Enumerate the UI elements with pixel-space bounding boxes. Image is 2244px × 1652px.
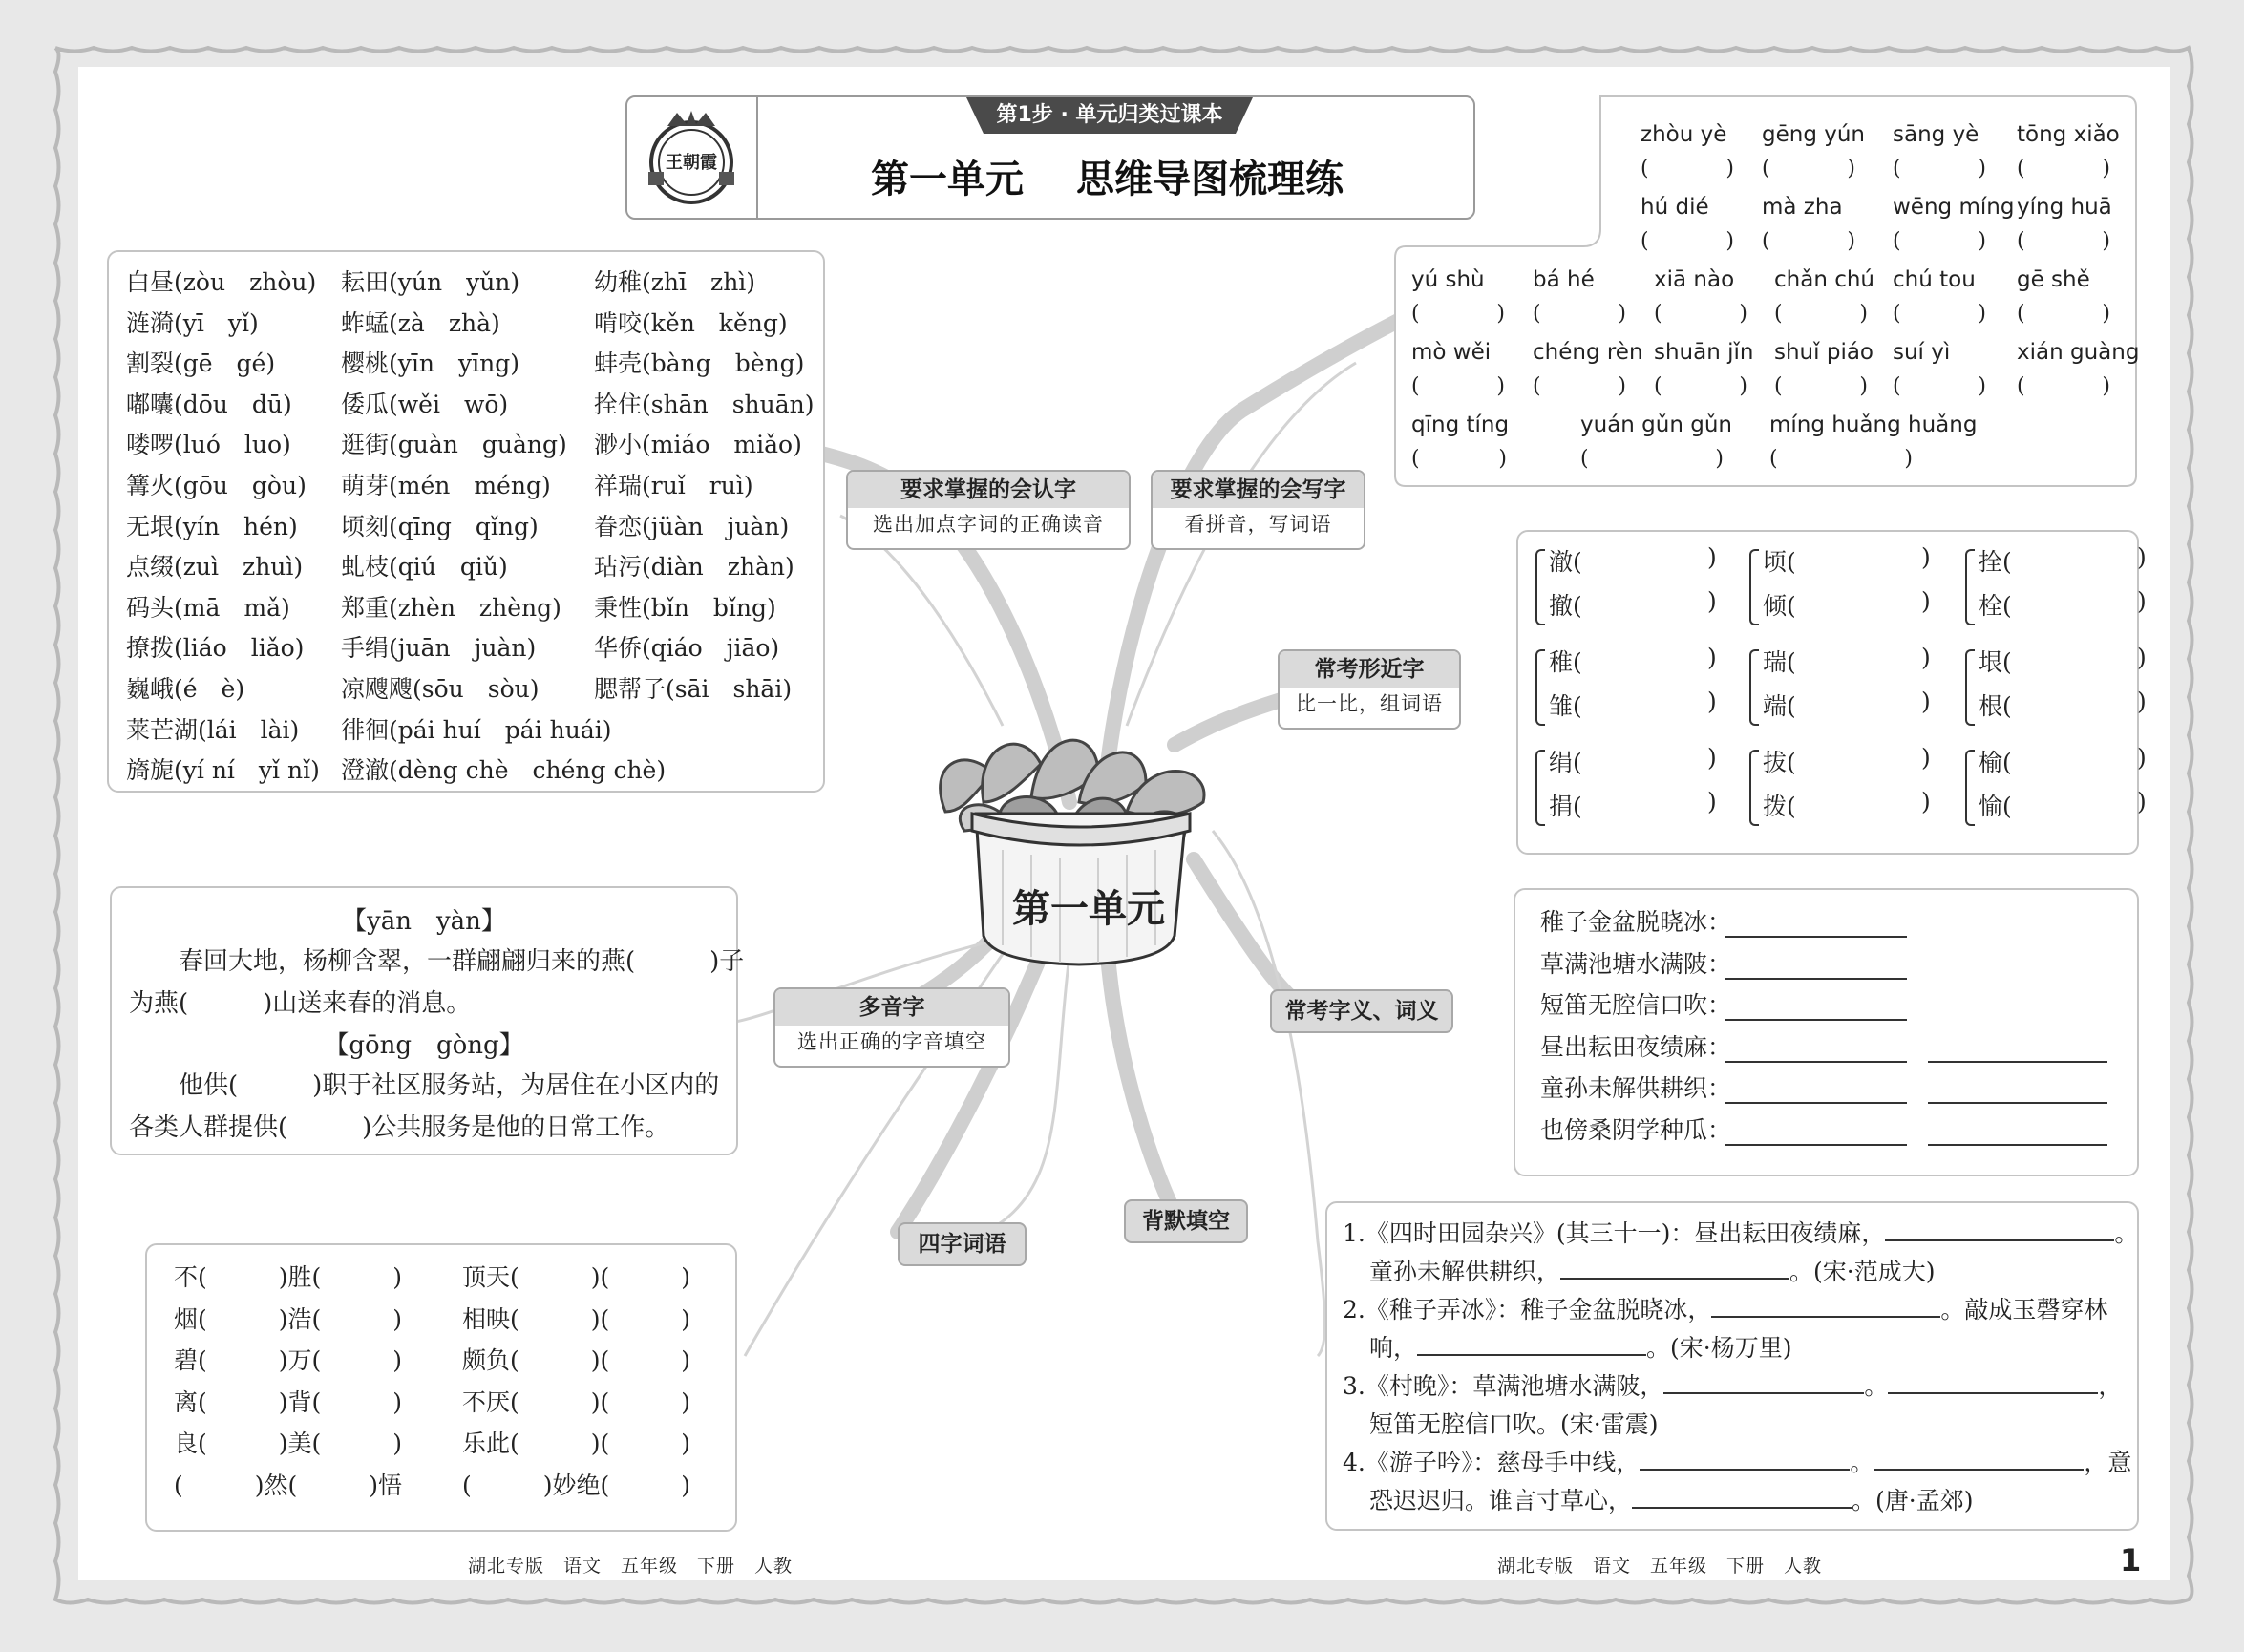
paren-close: ) [2102, 302, 2110, 326]
brace-icon [1965, 750, 1975, 826]
paren-close: ) [1859, 374, 1868, 398]
answer-blank[interactable] [1928, 1144, 2107, 1146]
meaning-line: 短笛无腔信口吹： [1540, 991, 1732, 1019]
pinyin-word: mò wěi [1411, 340, 1492, 365]
pinyin-word: chéng rèn [1533, 340, 1643, 365]
pinyin-word: tōng xiǎo [2017, 122, 2120, 147]
answer-blank[interactable] [1725, 1144, 1907, 1146]
idiom-item[interactable]: 颇负( )( ) [462, 1346, 691, 1374]
recite-text: ， [2098, 1372, 2123, 1400]
paren-close[interactable]: ) [1921, 744, 1931, 772]
branch-similar-subtitle: 比一比，组词语 [1296, 692, 1443, 715]
similar-pair [1535, 744, 1717, 832]
page-title-unit: 第一单元 [871, 158, 1024, 201]
answer-blank[interactable] [1928, 1061, 2107, 1063]
paren-open: ( [1762, 229, 1770, 253]
paren-close[interactable]: ) [1921, 543, 1931, 571]
similar-char: 根( [1979, 692, 2012, 720]
answer-paren[interactable] [1533, 302, 1626, 326]
reading-item: 白昼(zòu zhòu) [126, 268, 317, 296]
paren-close[interactable]: ) [1921, 587, 1931, 615]
answer-blank[interactable] [1885, 1239, 2114, 1241]
answer-paren[interactable] [1641, 157, 1734, 180]
branch-polyphone-title: 多音字 [775, 989, 1008, 1026]
paren-close: ) [1618, 302, 1626, 326]
paren-open: ( [1533, 374, 1541, 398]
polyphone-label-1: 【yān yàn】 [342, 907, 506, 936]
answer-blank[interactable] [1663, 1392, 1864, 1394]
footer-right: 湖北专版 语文 五年级 下册 人教 [1497, 1556, 1823, 1577]
similar-pair [1749, 543, 1931, 631]
answer-blank[interactable] [1711, 1316, 1940, 1318]
paren-close[interactable]: ) [1921, 688, 1931, 715]
meaning-line: 稚子金盆脱晓冰： [1540, 908, 1732, 936]
branch-polyphone-subtitle: 选出正确的字音填空 [797, 1030, 986, 1053]
reading-item: 啃咬(kěn kěng) [594, 308, 788, 337]
answer-blank[interactable] [1417, 1354, 1646, 1356]
answer-paren[interactable] [2017, 229, 2110, 253]
recite-text: 2.《稚子弄冰》：稚子金盆脱晓冰， [1343, 1296, 1712, 1324]
answer-paren[interactable] [2017, 302, 2110, 326]
answer-blank[interactable] [1725, 1061, 1907, 1063]
idiom-item[interactable]: 良( )美( ) [174, 1430, 403, 1457]
reading-item: 蚱蜢(zà zhà) [341, 308, 500, 337]
answer-paren[interactable] [1641, 229, 1734, 253]
similar-char: 拨( [1763, 793, 1796, 820]
reading-item: 逛街(guàn guàng) [341, 431, 567, 459]
paren-open: ( [2017, 374, 2025, 398]
paren-close[interactable]: ) [1921, 644, 1931, 671]
reading-item: 虬枝(qiú qiǔ) [341, 553, 508, 582]
paren-close: ) [2102, 374, 2110, 398]
paren-close: ) [1978, 302, 1986, 326]
idiom-item[interactable]: 不( )胜( ) [174, 1263, 403, 1291]
pinyin-word: yú shù [1411, 267, 1485, 292]
recite-text: 。(唐·孟郊) [1852, 1487, 1974, 1514]
similar-char: 捐( [1549, 793, 1582, 820]
paren-close[interactable]: ) [1707, 543, 1717, 571]
paren-close: ) [1739, 302, 1747, 326]
recite-text: 。 [2114, 1219, 2139, 1247]
answer-blank[interactable] [1928, 1102, 2107, 1104]
answer-blank[interactable] [1888, 1392, 2098, 1394]
paren-close: ) [1859, 302, 1868, 326]
answer-paren[interactable] [1893, 374, 1986, 398]
reading-item: 篝火(gōu gòu) [126, 472, 307, 499]
branch-meaning: 常考字义、词义 [1270, 989, 1453, 1033]
similar-char: 撤( [1549, 592, 1582, 620]
branch-recognize-title: 要求掌握的会认字 [848, 472, 1129, 508]
answer-paren[interactable] [1654, 374, 1747, 398]
meaning-line: 也傍桑阴学种瓜： [1540, 1115, 1732, 1144]
paren-close[interactable]: ) [1921, 788, 1931, 815]
reading-item: 澄澈(dèng chè chéng chè) [341, 756, 667, 785]
paren-close: ) [2102, 157, 2110, 180]
paren-close: ) [1739, 374, 1747, 398]
reading-item: 腮帮子(sāi shāi) [594, 675, 793, 703]
pinyin-word: bá hé [1533, 267, 1595, 292]
similar-char: 端( [1763, 692, 1796, 720]
reading-item: 无垠(yín hén) [126, 512, 298, 540]
reading-item: 顷刻(qīng qǐng) [341, 512, 539, 540]
polyphone-label-2: 【gōng gòng】 [324, 1031, 524, 1060]
polyphone-box [110, 886, 745, 1155]
recite-line [1343, 1215, 2138, 1249]
recite-text: 。 [1864, 1372, 1889, 1400]
similar-chars-box [1516, 530, 2147, 855]
paren-open: ( [1893, 157, 1901, 180]
similar-char: 瑞( [1763, 648, 1796, 676]
answer-paren[interactable] [1774, 374, 1868, 398]
paren-open: ( [2017, 229, 2025, 253]
paren-open: ( [1580, 447, 1589, 471]
paren-close[interactable]: ) [2137, 543, 2147, 571]
pinyin-word: shuǐ piáo [1774, 340, 1874, 365]
idiom-item[interactable]: 顶天( )( ) [462, 1263, 691, 1291]
similar-pair [1965, 543, 2147, 631]
idiom-item[interactable]: 乐此( )( ) [462, 1430, 691, 1457]
logo-divider [756, 97, 758, 218]
answer-blank[interactable] [1725, 936, 1907, 938]
paren-open: ( [1411, 374, 1420, 398]
answer-blank[interactable] [1632, 1507, 1852, 1509]
reading-item: 秉性(bǐn bǐng) [594, 593, 776, 622]
answer-blank[interactable] [1725, 1102, 1907, 1104]
idiom-item[interactable]: 不厌( )( ) [462, 1387, 691, 1416]
paren-open: ( [1762, 157, 1770, 180]
paren-open: ( [1654, 374, 1662, 398]
branch-write-title: 要求掌握的会写字 [1153, 472, 1364, 508]
paren-close[interactable]: ) [1707, 788, 1717, 815]
similar-char: 愉( [1979, 793, 2012, 820]
similar-pair [1535, 543, 1717, 631]
step-badge-text: 第1步 · 单元归类过课本 [996, 103, 1223, 127]
reading-item: 萌芽(mén méng) [341, 472, 551, 499]
brace-icon [1749, 549, 1759, 625]
recite-line [1369, 1406, 1658, 1440]
paren-close: ) [1978, 229, 1986, 253]
paren-close: ) [1496, 302, 1505, 326]
reading-item: 樱桃(yīn yīng) [341, 349, 519, 378]
pinyin-word: qīng tíng [1411, 413, 1510, 437]
paren-open: ( [1774, 374, 1783, 398]
reading-item: 嘟囔(dōu dū) [126, 390, 292, 418]
paren-close: ) [2102, 229, 2110, 253]
similar-char: 雏( [1549, 692, 1582, 720]
paren-close: ) [1904, 447, 1913, 471]
answer-paren[interactable] [1411, 374, 1505, 398]
recite-text: 童孙未解供耕织， [1369, 1258, 1561, 1285]
similar-char: 倾( [1763, 592, 1796, 620]
meaning-line: 童孙未解供耕织： [1540, 1074, 1732, 1102]
branch-write-subtitle: 看拼音，写词语 [1184, 513, 1332, 536]
readings-box [107, 250, 825, 793]
meaning-box [1514, 888, 2139, 1176]
reading-item: 割裂(gē gé) [126, 349, 276, 378]
recite-text: 。敲成玉磬穿林 [1940, 1296, 2108, 1324]
recite-box [1325, 1201, 2139, 1531]
brace-icon [1535, 750, 1545, 826]
paren-open: ( [1893, 229, 1901, 253]
similar-pair [1535, 644, 1717, 731]
reading-item: 幼稚(zhī zhì) [594, 268, 756, 296]
similar-char: 拔( [1763, 749, 1796, 776]
answer-paren[interactable] [1580, 447, 1724, 471]
paren-open: ( [1769, 447, 1778, 471]
paren-close: ) [1847, 229, 1855, 253]
answer-paren[interactable] [1411, 447, 1507, 471]
idiom-item[interactable]: ( )然( )悟 [174, 1471, 403, 1499]
paren-close: ) [1725, 157, 1734, 180]
reading-item: 涟漪(yī yǐ) [126, 308, 259, 337]
recite-text: 。(宋·杨万里) [1646, 1334, 1792, 1362]
similar-char: 榆( [1979, 749, 2012, 776]
reading-item: 撩拨(liáo liǎo) [126, 634, 305, 663]
reading-item: 莱芒湖(lái lài) [126, 715, 300, 744]
pinyin-word: míng huǎng huǎng [1769, 413, 1978, 437]
recite-text: ，意 [2084, 1449, 2132, 1476]
paren-close[interactable]: ) [2137, 788, 2147, 815]
similar-char: 顷( [1763, 548, 1796, 576]
similar-pair [1749, 744, 1931, 832]
meaning-line: 昼出耘田夜绩麻： [1540, 1032, 1732, 1061]
answer-paren[interactable] [1654, 302, 1747, 326]
pinyin-word: yuán gǔn gǔn [1580, 413, 1732, 437]
paren-close: ) [1978, 157, 1986, 180]
reading-item: 拴住(shān shuān) [594, 390, 815, 418]
paren-open: ( [1411, 302, 1420, 326]
reading-item: 蚌壳(bàng bèng) [594, 349, 805, 378]
paren-close: ) [1978, 374, 1986, 398]
brace-icon [1749, 750, 1759, 826]
recite-text: 1.《四时田园杂兴》(其三十一)：昼出耘田夜绩麻， [1343, 1219, 1886, 1247]
pinyin-box [1394, 95, 2140, 487]
paren-close: ) [1725, 229, 1734, 253]
answer-paren[interactable] [1893, 157, 1986, 180]
reading-item: 渺小(miáo miǎo) [594, 431, 802, 459]
pinyin-word: sāng yè [1893, 122, 1979, 147]
reading-item: 手绢(juān juàn) [341, 634, 537, 663]
branch-write [1151, 470, 1365, 550]
recite-text: 4.《游子吟》：慈母手中线， [1343, 1449, 1641, 1476]
reading-item: 祥瑞(ruǐ ruì) [594, 472, 753, 499]
idiom-item[interactable]: 碧( )万( ) [174, 1346, 403, 1374]
recite-line [1369, 1253, 1935, 1287]
reading-item: 点缀(zuì zhuì) [126, 553, 304, 582]
polyphone-sentence-1b: 为燕( )山送来春的消息。 [129, 989, 472, 1018]
similar-char: 绢( [1549, 749, 1582, 776]
idioms-box [145, 1243, 737, 1532]
page-number: 1 [2120, 1542, 2142, 1578]
pinyin-word: gēng yún [1762, 122, 1866, 147]
pinyin-word: mà zha [1762, 195, 1843, 220]
answer-paren[interactable] [1762, 229, 1855, 253]
paren-open: ( [1893, 302, 1901, 326]
recite-line [1369, 1482, 1973, 1516]
paren-close: ) [1847, 157, 1855, 180]
answer-paren[interactable] [1762, 157, 1855, 180]
polyphone-sentence-2a: 他供( )职于社区服务站，为居住在小区内的 [179, 1071, 720, 1100]
paren-open: ( [2017, 302, 2025, 326]
paren-close: ) [1715, 447, 1724, 471]
paren-close[interactable]: ) [2137, 688, 2147, 715]
idiom-item[interactable]: 烟( )浩( ) [174, 1304, 403, 1333]
idiom-item[interactable]: 相映( )( ) [462, 1304, 691, 1333]
reading-item: 巍峨(é è) [126, 675, 245, 703]
brace-icon [1965, 549, 1975, 625]
paren-close[interactable]: ) [1707, 587, 1717, 615]
similar-char: 垠( [1979, 648, 2012, 676]
center-title: 第一单元 [1012, 887, 1165, 931]
paren-open: ( [1774, 302, 1783, 326]
answer-blank[interactable] [1725, 978, 1907, 980]
recite-text: 恐迟迟归。谁言寸草心， [1369, 1487, 1633, 1514]
paren-close: ) [1618, 374, 1626, 398]
answer-paren[interactable] [1411, 302, 1505, 326]
answer-paren[interactable] [1769, 447, 1913, 471]
reading-item: 喽啰(luó luo) [126, 431, 291, 459]
paren-open: ( [1641, 157, 1649, 180]
pinyin-word: hú dié [1641, 195, 1709, 220]
recite-text: 3.《村晚》：草满池塘水满陂， [1343, 1372, 1664, 1400]
reading-item: 旖旎(yí ní yǐ nǐ) [126, 756, 320, 785]
similar-char: 澈( [1549, 548, 1582, 576]
reading-item: 倭瓜(wěi wō) [341, 390, 509, 418]
branch-polyphone [773, 987, 1010, 1068]
idiom-item[interactable]: ( )妙绝( ) [462, 1471, 691, 1499]
paren-open: ( [1533, 302, 1541, 326]
brace-icon [1535, 649, 1545, 726]
brace-icon [1535, 549, 1545, 625]
pinyin-word: xián guàng [2017, 340, 2140, 365]
page-title-main: 思维导图梳理练 [1076, 158, 1344, 201]
answer-paren[interactable] [1774, 302, 1868, 326]
paren-close[interactable]: ) [2137, 644, 2147, 671]
paren-close[interactable]: ) [2137, 744, 2147, 772]
pinyin-word: yíng huā [2017, 195, 2112, 220]
polyphone-sentence-2b: 各类人群提供( )公共服务是他的日常工作。 [129, 1113, 670, 1142]
reading-item: 徘徊(pái huí pái huái) [341, 715, 612, 744]
recite-line [1369, 1329, 1791, 1364]
branch-similar [1278, 649, 1461, 730]
footer-left: 湖北专版 语文 五年级 下册 人教 [468, 1556, 794, 1577]
answer-blank[interactable] [1640, 1469, 1850, 1471]
pinyin-word: suí yì [1893, 340, 1951, 365]
pinyin-word: gē shě [2017, 267, 2090, 292]
recite-line [1343, 1367, 2122, 1402]
answer-paren[interactable] [1893, 302, 1986, 326]
pinyin-word: xiā nào [1654, 267, 1735, 292]
answer-blank[interactable] [1874, 1469, 2084, 1471]
branch-recognize-subtitle: 选出加点字词的正确读音 [873, 513, 1104, 536]
paren-open: ( [2017, 157, 2025, 180]
answer-paren[interactable] [2017, 374, 2110, 398]
recite-text: 响， [1369, 1334, 1418, 1362]
idiom-item[interactable]: 离( )背( ) [174, 1387, 403, 1416]
similar-char: 拴( [1979, 548, 2012, 576]
reading-item: 华侨(qiáo jiāo) [594, 634, 780, 663]
plant-basket-illustration [907, 707, 1251, 993]
recite-text: 。 [1850, 1449, 1874, 1476]
similar-pair [1965, 744, 2147, 832]
similar-pair [1749, 644, 1931, 731]
recite-line [1343, 1291, 2107, 1325]
reading-item: 郑重(zhèn zhèng) [341, 593, 561, 622]
logo-text: 王朝霞 [666, 153, 717, 173]
recite-text: 短笛无腔信口吹。(宋·雷震) [1369, 1410, 1659, 1438]
paren-close[interactable]: ) [2137, 587, 2147, 615]
paren-open: ( [1641, 229, 1649, 253]
meaning-line: 草满池塘水满陂： [1540, 949, 1732, 978]
similar-pair [1965, 644, 2147, 731]
similar-char: 稚( [1549, 648, 1582, 676]
paren-close: ) [1498, 447, 1507, 471]
reading-item: 码头(mā mǎ) [126, 593, 290, 622]
brace-icon [1749, 649, 1759, 726]
similar-char: 栓( [1979, 592, 2012, 620]
polyphone-sentence-1a: 春回大地，杨柳含翠，一群翩翩归来的燕( )子 [179, 947, 745, 976]
branch-similar-title: 常考形近字 [1280, 651, 1459, 688]
answer-paren[interactable] [1893, 229, 1986, 253]
pinyin-word: shuān jǐn [1654, 340, 1754, 365]
reading-item: 玷污(diàn zhàn) [594, 553, 794, 582]
paren-close[interactable]: ) [1707, 744, 1717, 772]
pinyin-word: chú tou [1893, 267, 1976, 292]
answer-paren[interactable] [2017, 157, 2110, 180]
branch-recognize [846, 470, 1131, 550]
brace-icon [1965, 649, 1975, 726]
paren-open: ( [1893, 374, 1901, 398]
paren-open: ( [1654, 302, 1662, 326]
header-banner [625, 95, 1475, 220]
answer-blank[interactable] [1560, 1278, 1789, 1280]
recite-line [1343, 1444, 2131, 1478]
paren-close: ) [1496, 374, 1505, 398]
recite-text: 。(宋·范成大) [1789, 1258, 1936, 1285]
pinyin-word: zhòu yè [1641, 122, 1727, 147]
reading-item: 耘田(yún yǔn) [341, 268, 520, 296]
answer-blank[interactable] [1725, 1019, 1907, 1021]
reading-item: 眷恋(jüàn juàn) [594, 512, 790, 540]
paren-close[interactable]: ) [1707, 688, 1717, 715]
logo [639, 105, 744, 210]
paren-open: ( [1411, 447, 1420, 471]
answer-paren[interactable] [1533, 374, 1626, 398]
branch-recite: 背默填空 [1124, 1199, 1248, 1243]
pinyin-word: wēng míng [1893, 195, 2015, 220]
reading-item: 凉飕飕(sōu sòu) [341, 675, 540, 703]
paren-close[interactable]: ) [1707, 644, 1717, 671]
pinyin-word: chǎn chú [1774, 267, 1875, 292]
branch-idioms: 四字词语 [898, 1222, 1027, 1266]
